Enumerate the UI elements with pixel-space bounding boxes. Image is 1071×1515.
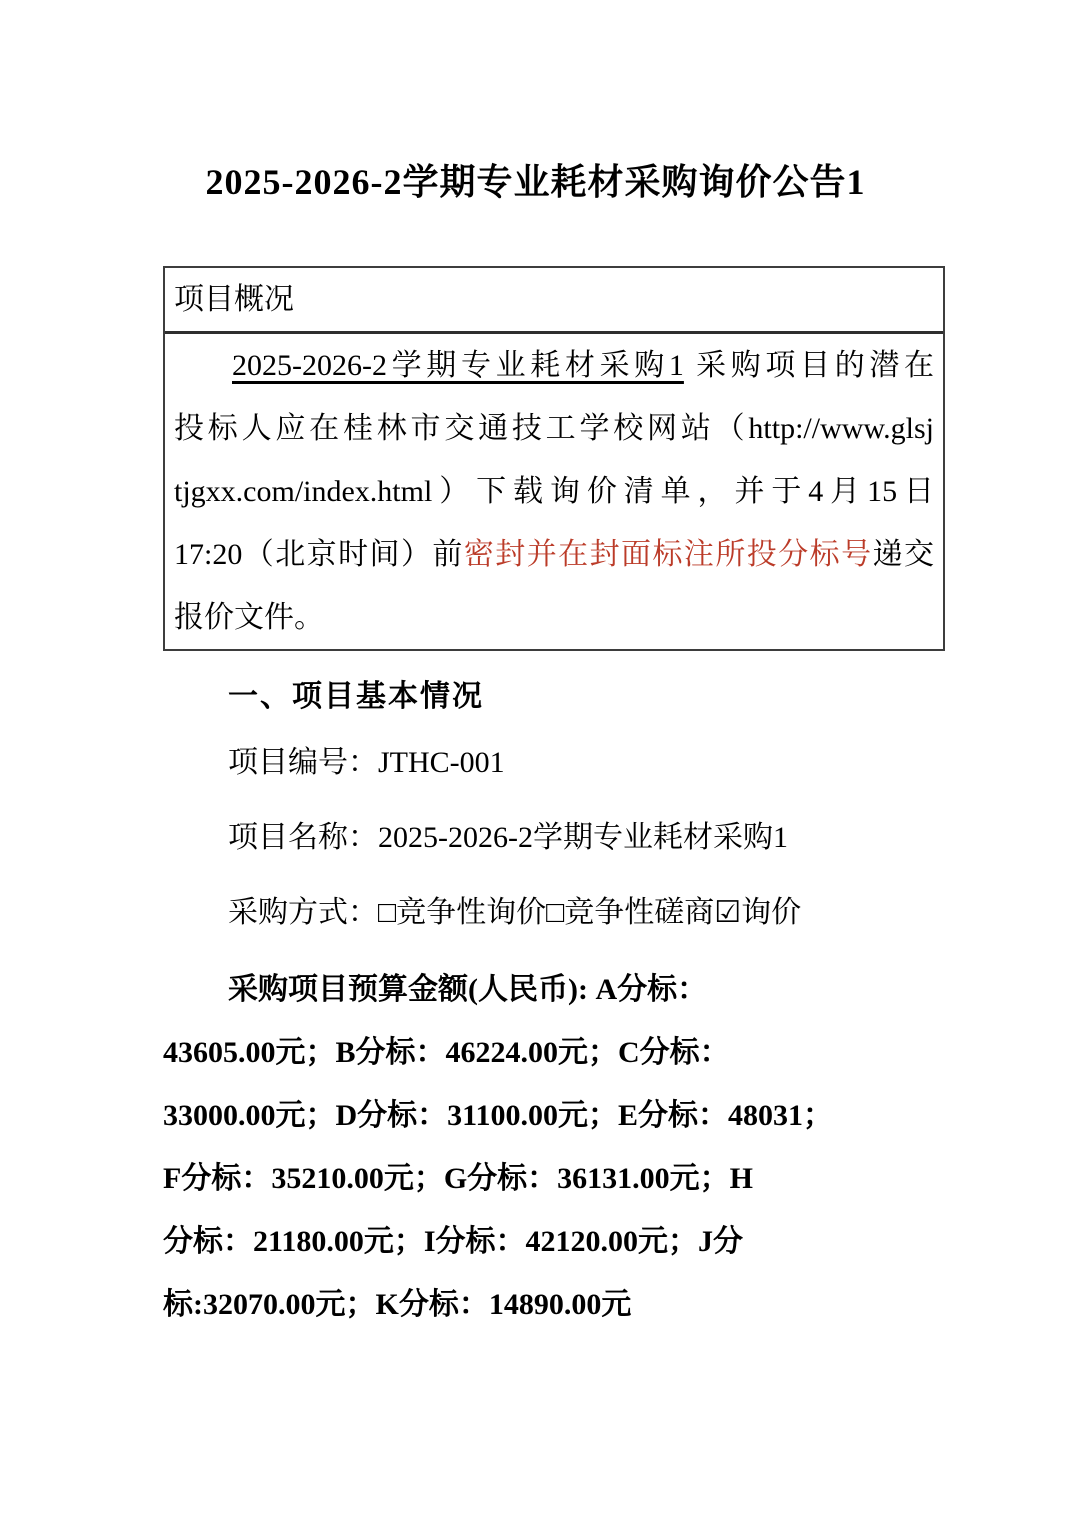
overview-box-body [165,334,943,649]
budget-paragraph [163,958,945,1336]
budget-line-4: F分标：35210.00元；G分标：36131.00元；H [163,1162,753,1195]
budget-line-1: 采购项目预算金额(人民币): A分标： [228,973,708,1006]
overview-line-5: 报价文件。 [174,601,324,634]
overview-text: 采购项目的潜在 [683,349,935,382]
budget-line-6: 标:32070.00元；K分标：14890.00元 [163,1288,632,1321]
budget-line-3: 33000.00元；D分标：31100.00元；E分标：48031； [163,1099,834,1132]
page-title: 2025-2026-2学期专业耗材采购询价公告1 [205,162,866,202]
project-name-line: 项目名称：2025-2026-2学期专业耗材采购1 [228,821,788,854]
overview-box-header: 项目概况 [165,268,943,334]
overview-text: 17:20（北京时间）前 [174,538,464,571]
overview-line-3: tjgxx.com/index.html）下载询价清单，并于4月15日 [174,475,934,508]
overview-line-2: 投标人应在桂林市交通技工学校网站（http://www.glsj [174,412,934,445]
overview-line-1 [174,334,934,397]
overview-text: 递交 [872,538,935,571]
document-content [163,266,945,1336]
project-number-line: 项目编号：JTHC-001 [228,746,505,779]
project-overview-box [163,266,945,651]
underlined-project-name: 2025-2026-2学期专业耗材采购1 [232,349,684,382]
budget-line-2: 43605.00元；B分标：46224.00元；C分标： [163,1036,730,1069]
red-highlight-text: 密封并在封面标注所投分标号 [463,538,873,571]
overview-line-4 [174,523,934,586]
budget-line-5: 分标：21180.00元；I分标：42120.00元；J分 [163,1225,744,1258]
section-heading-basic-info: 一、项目基本情况 [228,680,484,713]
procurement-method-line: 采购方式：□竞争性询价□竞争性磋商☑询价 [228,896,802,929]
